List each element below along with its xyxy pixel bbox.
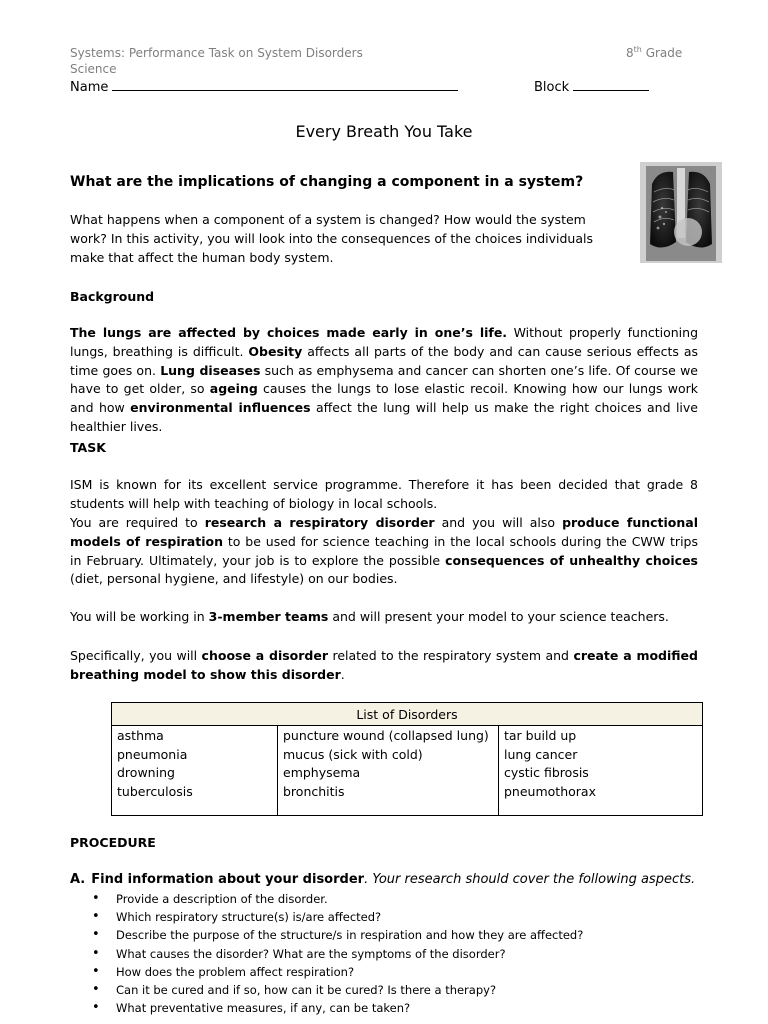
task-text-c: and you will also — [434, 515, 563, 530]
list-item: bronchitis — [283, 783, 345, 799]
task-bold-research: research a respiratory disorder — [204, 515, 435, 530]
spec-bold-choose: choose a disorder — [201, 648, 329, 663]
name-blank[interactable] — [112, 78, 458, 91]
task-heading: TASK — [70, 440, 106, 455]
list-item: emphysema — [283, 765, 361, 780]
list-item: • Describe the purpose of the structure/s in respiration and how they are affected? — [90, 926, 583, 944]
spec-bold-create: create a modified breathing model to show this disorder — [70, 648, 698, 682]
bg-text-6: such as emphysema and cancer can shorten one’s life. Of course we have to get older, so — [70, 362, 698, 397]
task-text-g: (diet, personal hygiene, and lifestyle) on our bodies. — [70, 571, 398, 587]
list-item: drowning — [117, 765, 175, 780]
teams-paragraph — [70, 608, 698, 627]
bg-text-10: affect the lung will help us make the right choices and live healthier lives. — [70, 400, 698, 434]
list-item: • Can it be cured and if so, how can it be cured? Is there a therapy? — [90, 981, 583, 999]
list-item: • What preventative measures, if any, can be taken? — [90, 999, 583, 1017]
task-text-a: You are required to — [70, 515, 205, 530]
specific-paragraph — [70, 647, 698, 685]
disorders-table-header: List of Disorders — [112, 703, 703, 726]
header-course: Systems: Performance Task on System Disorders Science — [70, 46, 363, 76]
name-label: Name — [70, 80, 109, 95]
bg-bold-1: The lungs are affected by choices made early in one’s life. — [70, 325, 508, 340]
step-a-italic: . Your research should cover the following aspects. — [364, 872, 696, 887]
task-bold-models: produce functional models of respiration — [70, 515, 698, 549]
background-paragraph — [70, 324, 698, 437]
grade-number: 8 — [626, 46, 634, 60]
block-label: Block — [534, 80, 570, 95]
grade-word: Grade — [645, 46, 683, 60]
page-title: Every Breath You Take — [295, 122, 473, 141]
list-item: tuberculosis — [117, 783, 193, 799]
teams-text-a: You will be working in — [70, 609, 209, 624]
bg-text-2: Without properly functioning lungs, breathing is difficult. — [70, 325, 699, 359]
background-heading: Background — [70, 289, 155, 304]
procedure-step-a — [70, 871, 698, 890]
list-item: • Provide a description of the disorder. — [90, 890, 583, 908]
disorders-col-3 — [499, 726, 703, 816]
list-item: puncture wound (collapsed lung) — [283, 728, 489, 743]
list-item: • Which respiratory structure(s) is/are affected? — [90, 908, 583, 926]
list-item: lung cancer — [504, 746, 578, 762]
spec-text-e: . — [340, 666, 345, 682]
task-paragraph-2 — [70, 514, 698, 589]
bg-bold-lung-diseases: Lung diseases — [160, 362, 261, 378]
step-letter: A. — [70, 872, 86, 887]
task-bold-consequences: consequences of unhealthy choices — [445, 552, 698, 568]
block-field[interactable] — [534, 78, 649, 95]
list-item: cystic fibrosis — [504, 765, 589, 780]
teams-text-c: and will present your model to your science teachers. — [328, 609, 669, 624]
list-item: mucus (sick with cold) — [283, 746, 423, 762]
list-item: • What causes the disorder? What are the symptoms of the disorder? — [90, 945, 583, 963]
disorders-table — [111, 702, 703, 816]
list-item: tar build up — [504, 728, 577, 743]
name-field[interactable] — [70, 78, 458, 95]
block-blank[interactable] — [573, 78, 649, 91]
grade-superscript: th — [633, 45, 642, 54]
list-item: asthma — [117, 728, 164, 743]
task-paragraph-1: ISM is known for its excellent service programme. Therefore it has been decided that grade 8 students will help with teaching of biology in local schools. — [70, 477, 698, 511]
disorders-col-1 — [112, 726, 278, 816]
bg-bold-environmental: environmental influences — [130, 400, 311, 416]
bg-text-4: affects all parts of the body and can cause serious effects as time goes on. — [70, 343, 698, 378]
research-aspects-list — [90, 890, 583, 1017]
guiding-question: What are the implications of changing a component in a system? — [70, 174, 584, 190]
bg-text-8: causes the lungs to lose elastic recoil. Knowing how our lungs work and how — [70, 381, 698, 416]
task-text-e: to be used for science teaching in the local schools during the CWW trips in February. Ultimately, your job is to explore the possible — [70, 533, 698, 568]
step-a-bold: Find information about your disorder — [91, 872, 365, 887]
intro-paragraph: What happens when a component of a system is changed? How would the system work? In this activity, you will look into the consequences of the choices individuals make that affect the human body system. — [70, 212, 593, 265]
disorders-col-2 — [278, 726, 499, 816]
spec-text-c: related to the respiratory system and — [328, 648, 574, 663]
list-item: • How does the problem affect respiration? — [90, 963, 583, 981]
chest-xray-image — [640, 162, 722, 263]
list-item: pneumonia — [117, 746, 188, 762]
spec-text-a: Specifically, you will — [70, 648, 202, 663]
bg-bold-ageing: ageing — [209, 381, 258, 397]
teams-bold: 3-member teams — [208, 609, 329, 624]
header-grade — [626, 45, 682, 60]
list-item: pneumothorax — [504, 783, 596, 799]
bg-bold-obesity: Obesity — [248, 343, 303, 359]
procedure-heading: PROCEDURE — [70, 835, 156, 850]
